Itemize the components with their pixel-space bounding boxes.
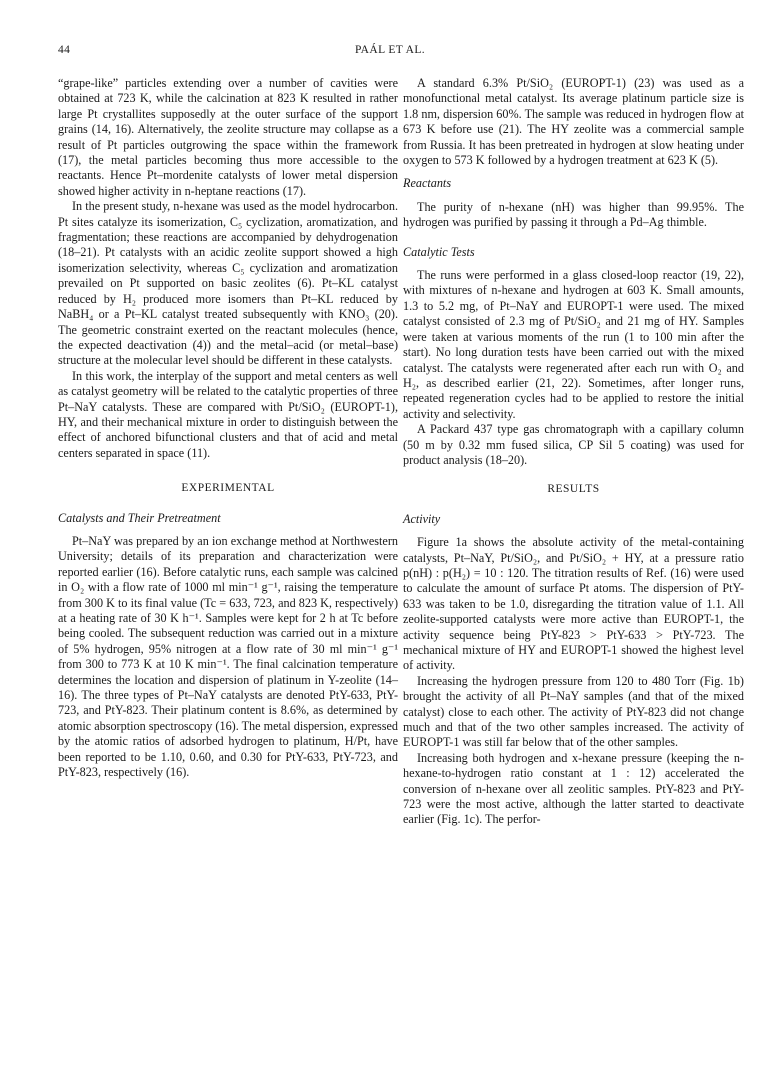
paragraph: In this work, the interplay of the support and metal centers as well as catalyst geometry will be related to the catalytic properties of three Pt–NaY catalysts. These are compared with Pt/SiO₂ (EUROPT-1), HY, and their mechanical mixture in order to distinguish between the effect of anchored bifunctional clusters and that of acid and metal centers separated in space (11). [58, 368, 398, 460]
left-column [58, 76, 398, 780]
paragraph: Figure 1a shows the absolute activity of the metal-containing catalysts, Pt–NaY, Pt/SiO₂, and Pt/SiO₂ + HY, at a pressure ratio p(nH) : p(H₂) = 10 : 120. The titration results of Ref. (16) were used to calculate the amount of surface Pt atoms. The dispersion of PtY-633 was taken to be 1.0, disregarding the titration value of 1.1. All zeolite-supported catalysts were more active than EUROPT-1, the activity sequence being PtY-823 > PtY-633 > PtY-723. The mechanical mixture of HY and EUROPT-1 showed the highest level of activity. [403, 535, 744, 673]
running-head: PAÁL ET AL. [354, 44, 426, 56]
paragraph: A Packard 437 type gas chromatograph with a capillary column (50 m by 0.32 mm fused silica, CP Sil 5 coating) was used for product analysis (18–20). [403, 422, 744, 467]
page-number: 44 [58, 44, 71, 56]
subsection-heading-activity: Activity [403, 511, 441, 526]
right-column [403, 76, 744, 828]
paragraph: Increasing both hydrogen and x-hexane pressure (keeping the n-hexane-to-hydrogen ratio constant at 1 : 12) accelerated the conversion of n-hexane over all zeolitic samples. PtY-823 and PtY-723 were the most active, although the latter started to deactivate earlier (Fig. 1c). The perfor- [403, 750, 744, 827]
paragraph: In the present study, n-hexane was used as the model hydrocarbon. Pt sites catalyze its isomerization, C₅ cyclization, aromatization, and fragmentation; these reactions are accompanied by dehydrogenation (18–21). Pt catalysts with an acidic zeolite support showed a high isomerization selectivity, whereas C₅ cyclization and aromatization prevailed on Pt supported on basic zeolites (6). Pt–KL catalyst reduced by H₂ produced more isomers than Pt–KL reduced by NaBH₄ or a Pt–KL catalyst treated subsequently with KNO₃ (20). The geometric constraint exerted on the reactant molecules (hence, the expected deactivation (4)) and the metal–acid (or metal–base) structure at the molecular level should be different in these catalysts. [58, 199, 398, 368]
paragraph: The runs were performed in a glass closed-loop reactor (19, 22), with mixtures of n-hexane and hydrogen at 603 K. Small amounts, 1.3 to 5.2 mg, of Pt–NaY and EUROPT-1 were used. The mixed catalyst consisted of 2.3 mg of Pt/SiO₂ and 21 mg of HY. Samples were taken at various moments of the run (1 to 100 min after the start). No long duration tests have been carried out with the mixed catalyst. The catalysts were regenerated after each run with O₂ and H₂, as described earlier (21, 22). Sometimes, after longer runs, repeated regeneration cycles had to be applied to restore the initial activity and selectivity. [403, 268, 744, 421]
paragraph: Increasing the hydrogen pressure from 120 to 480 Torr (Fig. 1b) brought the activity of all Pt–NaY samples (and that of the mixed catalyst) close to each other. The activity of PtY-823 did not change much and that of the two other samples increased. The activity of EUROPT-1 was still far below that of the other samples. [403, 673, 744, 750]
page-header [0, 40, 780, 60]
paragraph: The purity of n-hexane (nH) was higher than 99.95%. The hydrogen was purified by passing it through a Pd–Ag thimble. [403, 199, 744, 230]
paragraph: “grape-like” particles extending over a number of cavities were obtained at 723 K, while the calcination at 823 K resulted in rather large Pt crystallites supposedly at the outer surface of the support grains (14, 16). Alternatively, the zeolite structure may collapse as a result of Pt particles outgrowing the space within the framework (17), the metal particles becoming thus more accessible to the reactants. Hence Pt–mordenite catalysts of lower metal dispersion showed higher activity in n-heptane reactions (17). [58, 76, 398, 198]
subsection-heading-reactants: Reactants [403, 176, 452, 191]
section-heading-results: RESULTS [547, 483, 600, 496]
subsection-heading-catalysts: Catalysts and Their Pretreatment [58, 510, 221, 525]
paragraph: A standard 6.3% Pt/SiO₂ (EUROPT-1) (23) was used as a monofunctional metal catalyst. Its average platinum particle size is 1.8 nm, dispersion 60%. The sample was reduced in hydrogen flow at 673 K before use (21). The HY zeolite was a commercial sample from Russia. It has been pretreated in hydrogen at slow heating under oxygen to 573 K followed by a hydrogen treatment at 623 K (5). [403, 76, 744, 168]
section-heading-experimental: EXPERIMENTAL [181, 482, 275, 495]
subsection-heading-catalytic-tests: Catalytic Tests [403, 244, 475, 259]
paragraph: Pt–NaY was prepared by an ion exchange method at Northwestern University; details of its preparation and characterization were reported earlier (16). Before catalytic runs, each sample was calcined in O₂ with a flow rate of 1000 ml min⁻¹ g⁻¹, raising the temperature from 300 K to its final value (Tc = 633, 723, and 823 K, respectively) at a heating rate of 30 K h⁻¹. Samples were kept for 2 h at Tc before being cooled. The subsequent reduction was carried out in a mixture of 5% hydrogen, 95% nitrogen at a flow rate of 30 ml min⁻¹ g⁻¹ from 300 to 773 K at 10 K min⁻¹. The final calcination temperature determines the location and dispersion of platinum in Y-zeolite (14–16). The three types of Pt–NaY catalysts are denoted PtY-633, PtY-723, and PtY-823. Their platinum content is 8.6%, as determined by atomic absorption spectroscopy (16). The metal dispersion, expressed by the atomic ratios of adsorbed hydrogen to platinum, H/Pt, have been reported to be 1.10, 0.60, and 0.30 for PtY-633, PtY-723, and PtY-823, respectively (16). [58, 533, 398, 780]
